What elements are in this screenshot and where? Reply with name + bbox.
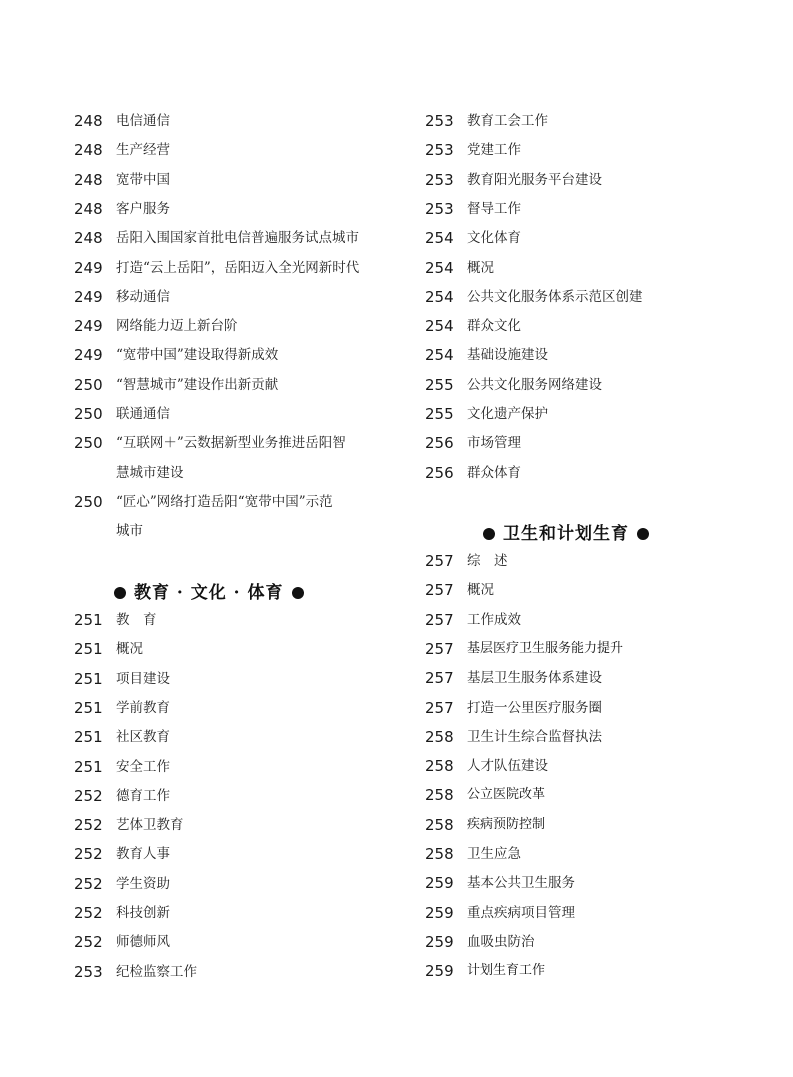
entry-title: 学生资助 [116, 875, 170, 892]
entry-title: 督导工作 [467, 200, 521, 217]
entry-title: 安全工作 [116, 758, 170, 775]
entry-title: 卫生计生综合监督执法 [467, 728, 602, 745]
entry-title: 公共文化服务体系示范区创建 [467, 288, 643, 305]
entry-title: 血吸虫防治 [467, 933, 535, 950]
entry-title: 教育工会工作 [467, 113, 548, 129]
entry-title: 客户服务 [116, 200, 170, 217]
entry-title: 纪检监察工作 [116, 963, 197, 980]
page-number: 256 [425, 434, 454, 453]
entry-title: 电信通信 [116, 113, 170, 129]
page-number: 257 [425, 552, 454, 570]
entry-title: 概况 [116, 641, 143, 658]
entry-title: 网络能力迈上新台阶 [116, 318, 238, 335]
page-number: 254 [425, 229, 454, 248]
entry-title: 群众体育 [467, 464, 521, 481]
page-number: 258 [425, 757, 454, 776]
page-number: 255 [425, 375, 454, 394]
page-number: 252 [74, 874, 103, 893]
page-number: 257 [425, 669, 454, 688]
page-number: 248 [74, 170, 103, 189]
page-number: 254 [425, 287, 454, 306]
page-number: 253 [425, 141, 454, 160]
entry-title: 基层卫生服务体系建设 [467, 670, 602, 687]
entry-title: 打造“云上岳阳”，岳阳迈入全光网新时代 [116, 259, 360, 276]
page-number: 248 [74, 141, 103, 160]
page-number: 252 [74, 786, 103, 805]
entry-title: “智慧城市”建设作出新贡献 [116, 376, 279, 393]
entry-title: 基层医疗卫生服务能力提升 [467, 640, 624, 656]
section-heading [483, 521, 649, 547]
entry-title: 疾病预防控制 [467, 816, 546, 832]
page-number: 248 [74, 112, 103, 130]
page-number: 252 [74, 845, 103, 864]
page-number: 258 [425, 786, 454, 805]
page-number: 253 [425, 170, 454, 189]
entry-title-continued: 慧城市建设 [116, 464, 184, 481]
page-number: 253 [425, 112, 454, 130]
entry-title-continued: 城市 [116, 523, 143, 540]
entry-title: 艺体卫教育 [116, 817, 184, 834]
entry-title: 概况 [467, 259, 494, 276]
entry-title: 打造一公里医疗服务圈 [467, 699, 602, 716]
entry-title: 岳阳入围国家首批电信普遍服务试点城市 [116, 230, 359, 247]
entry-title: 联通通信 [116, 406, 170, 422]
section-heading [114, 580, 304, 606]
bullet-dot-icon [114, 587, 126, 599]
page-number: 254 [425, 317, 454, 336]
page-number: 251 [74, 698, 103, 717]
entry-title: 公立医院改革 [467, 787, 546, 803]
entry-title: 公共文化服务网络建设 [467, 376, 602, 393]
page-number: 250 [74, 375, 103, 394]
page-number: 250 [74, 492, 103, 511]
section-heading-label: 教育 · 文化 · 体育 [134, 583, 284, 603]
bullet-dot-icon [292, 587, 304, 599]
page-number: 250 [74, 434, 103, 453]
entry-title: 学前教育 [116, 699, 170, 716]
page-number: 252 [74, 904, 103, 922]
page-number: 251 [74, 611, 103, 629]
page-number: 253 [425, 199, 454, 218]
page-number: 255 [425, 405, 454, 423]
entry-title: “互联网＋”云数据新型业务推进岳阳智 [116, 435, 346, 452]
entry-title: 移动通信 [116, 288, 170, 305]
page-number: 258 [425, 845, 454, 863]
page-number: 248 [74, 199, 103, 218]
page-number: 249 [74, 258, 103, 277]
entry-title: 宽带中国 [116, 171, 170, 188]
page-number: 257 [425, 698, 454, 717]
page-number: 253 [74, 962, 103, 981]
entry-title: “宽带中国”建设取得新成效 [116, 347, 279, 364]
page-number: 251 [74, 728, 103, 747]
entry-title: 工作成效 [467, 611, 521, 628]
entry-title: 卫生应急 [467, 846, 521, 862]
entry-title: 基础设施建设 [467, 347, 548, 364]
page-number: 259 [425, 932, 454, 951]
entry-title: 教育人事 [116, 846, 170, 863]
entry-title: 人才队伍建设 [467, 758, 548, 775]
page-number: 252 [74, 816, 103, 835]
entry-title: 项目建设 [116, 670, 170, 687]
entry-title: 基本公共卫生服务 [467, 875, 575, 892]
page-number: 259 [425, 903, 454, 922]
section-heading-label: 卫生和计划生育 [503, 524, 629, 544]
page-number: 251 [74, 640, 103, 659]
entry-title: “匠心”网络打造岳阳“宽带中国”示范 [116, 493, 333, 510]
entry-title: 党建工作 [467, 142, 521, 159]
bullet-dot-icon [483, 528, 495, 540]
page-number: 257 [425, 581, 454, 600]
page-number: 248 [74, 229, 103, 248]
entry-title: 生产经营 [116, 142, 170, 159]
page-number: 254 [425, 258, 454, 277]
page-number: 251 [74, 757, 103, 776]
entry-title: 概况 [467, 582, 494, 599]
entry-title: 社区教育 [116, 729, 170, 746]
entry-title: 师德师风 [116, 934, 170, 951]
page-number: 249 [74, 287, 103, 306]
page-number: 257 [425, 639, 454, 658]
page-number: 249 [74, 346, 103, 365]
entry-title: 科技创新 [116, 905, 170, 921]
entry-title: 重点疾病项目管理 [467, 904, 575, 921]
page-number: 258 [425, 815, 454, 834]
bullet-dot-icon [637, 528, 649, 540]
entry-title: 教育阳光服务平台建设 [467, 171, 602, 188]
page-number: 256 [425, 463, 454, 482]
entry-title: 德育工作 [116, 787, 170, 804]
page-number: 250 [74, 405, 103, 423]
page-number: 258 [425, 727, 454, 746]
entry-title: 教 育 [116, 612, 157, 628]
entry-title: 文化体育 [467, 230, 521, 247]
page-number: 254 [425, 346, 454, 365]
entry-title: 群众文化 [467, 318, 521, 335]
page-number: 249 [74, 317, 103, 336]
page-number: 259 [425, 962, 454, 981]
entry-title: 综 述 [467, 553, 508, 569]
page-number: 259 [425, 874, 454, 893]
entry-title: 计划生育工作 [467, 963, 546, 979]
page-number: 252 [74, 933, 103, 952]
entry-title: 文化遗产保护 [467, 406, 548, 422]
page-number: 257 [425, 610, 454, 629]
page-number: 251 [74, 669, 103, 688]
entry-title: 市场管理 [467, 435, 521, 452]
